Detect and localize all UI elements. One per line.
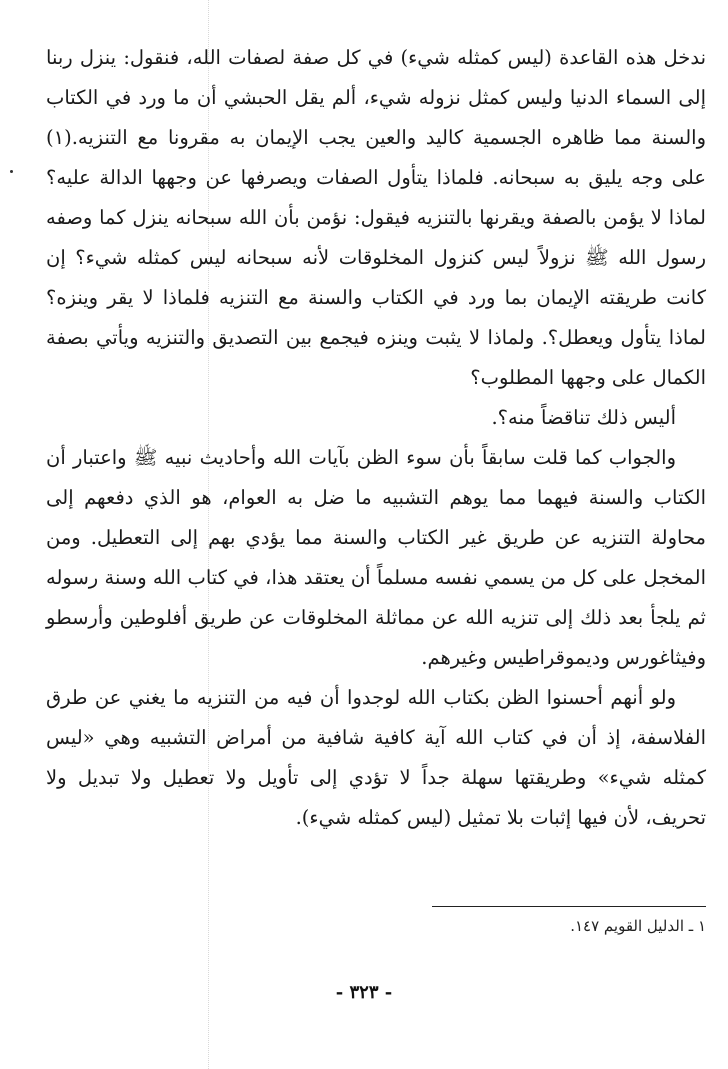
paragraph-1: ندخل هذه القاعدة (ليس كمثله شيء) في كل صفة لصفات الله، فنقول: ينزل ربنا إلى السماء الدنيا وليس كمثل نزوله شيء، ألم يقل الحبشي أن ما ورد في الكتاب والسنة مما ظاهره الجسمية كاليد والعين يجب الإيمان به مقرونا مع التنزيه.(١) على وجه يليق به سبحانه. فلماذا يتأول الصفات ويصرفها عن وجهها الدالة عليه؟ لماذا لا يؤمن بالصفة ويقرنها بالتنزيه فيقول: نؤمن بأن الله سبحانه ينزل كما وصفه رسول الله ﷺ نزولاً ليس كنزول المخلوقات لأنه سبحانه ليس كمثله شيء؟ إن كانت طريقته الإيمان بما ورد في الكتاب والسنة مع التنزيه فلماذا لا يقر وينزه؟ لماذا يتأول ويعطل؟. ولماذا لا يثبت وينزه فيجمع بين التصديق والتنزيه ويأتي بصفة الكمال على وجهها المطلوب؟ (46, 46, 706, 389)
paragraph-3: والجواب كما قلت سابقاً بأن سوء الظن بآيات الله وأحاديث نبيه ﷺ واعتبار أن الكتاب والسنة فيهما مما يوهم التشبيه ما ضل به العوام، هو الذي دفعهم إلى محاولة التنزيه عن طريق غير الكتاب والسنة مما يؤدي بهم إلى التعطيل. ومن المخجل على كل من يسمي نفسه مسلماً أن يعتقد هذا، في كتاب الله وسنة رسوله ثم يلجأ بعد ذلك إلى تنزيه الله عن مماثلة المخلوقات عن طريق أفلوطين وأرسطو وفيثاغورس وديموقراطيس وغيرهم. (46, 446, 706, 669)
margin-mark (10, 170, 13, 173)
footnote-divider (432, 906, 706, 907)
main-text (46, 38, 706, 838)
paragraph-4: ولو أنهم أحسنوا الظن بكتاب الله لوجدوا أن فيه من التنزيه ما يغني عن طرق الفلاسفة، إذ أن في كتاب الله آية كافية شافية من أمراض التشبيه وهي «ليس كمثله شيء» وطريقتها سهلة جداً لا تؤدي إلى تأويل ولا تعطيل ولا تبديل ولا تحريف، لأن فيها إثبات بلا تمثيل (ليس كمثله شيء). (46, 686, 706, 829)
paragraph-2: أليس ذلك تناقضاً منه؟. (491, 406, 676, 429)
page-number: - ٣٢٣ - (335, 982, 393, 1003)
page-body (46, 38, 706, 838)
footnote: ١ ـ الدليل القويم ١٤٧. (570, 917, 706, 935)
